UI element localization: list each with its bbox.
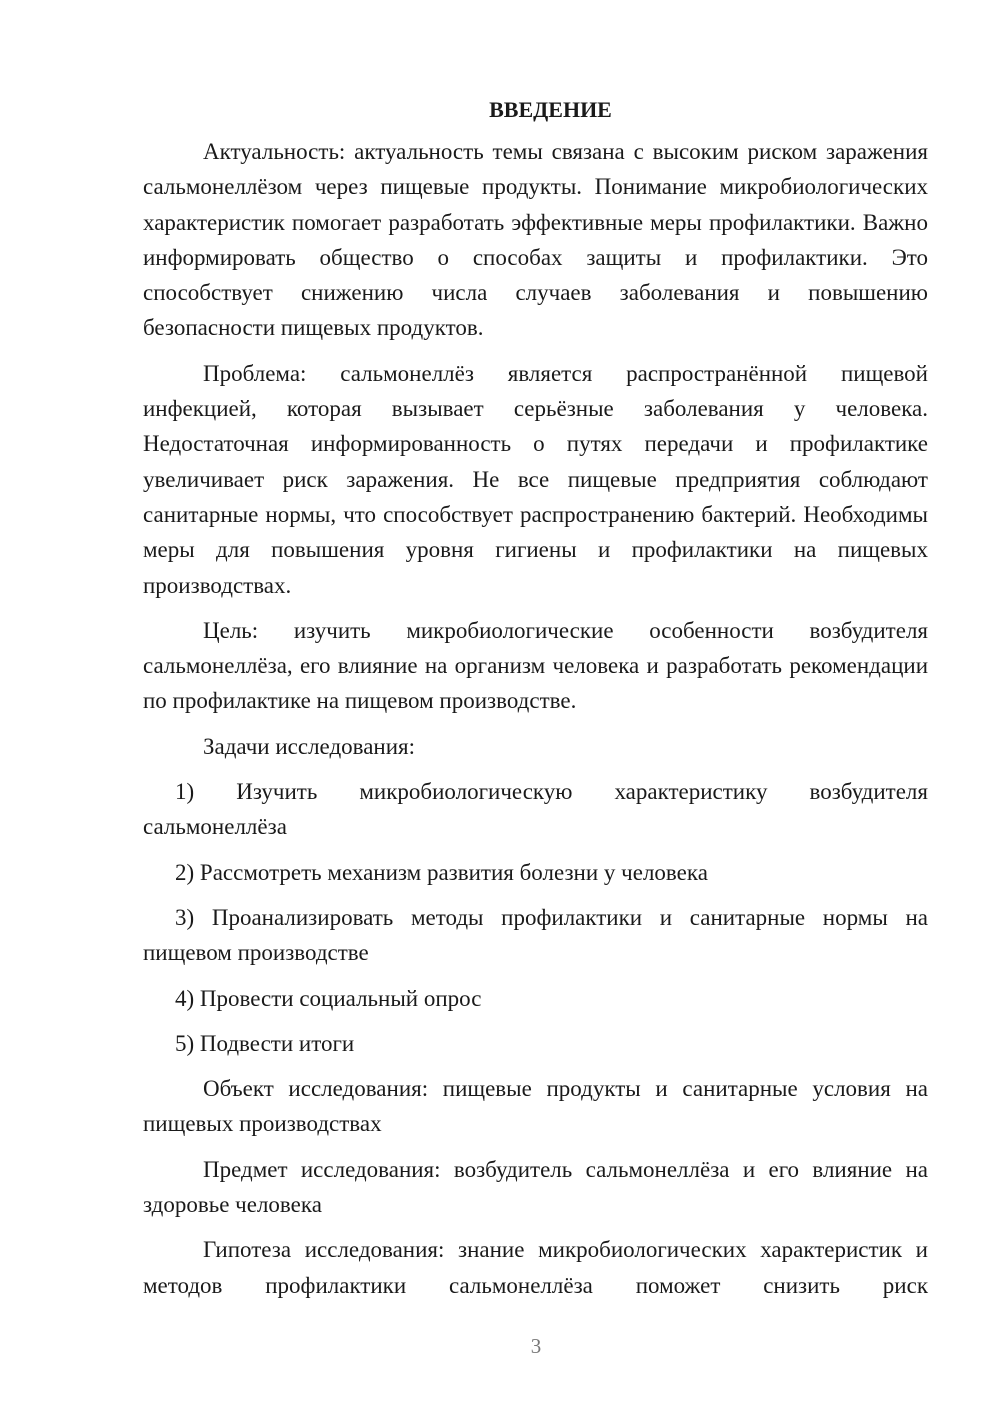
task-item-1: 1) Изучить микробиологическую характеристику возбудителя сальмонеллёза <box>143 779 928 840</box>
task-item-5: 5) Подвести итоги <box>175 1030 355 1056</box>
task-item-4: 4) Провести социальный опрос <box>175 985 482 1011</box>
paragraph-relevance: Актуальность: актуальность темы связана с высоким риском заражения сальмонеллёзом через пищевые продукты. Понимание микробиологических характеристик помогает разработать эффективные меры профилактики. Важно информировать общество о способах защиты и профилактики. Это способствует снижению числа случаев заболевания и повышению безопасности пищевых продуктов. <box>143 139 928 341</box>
paragraph-subject: Предмет исследования: возбудитель сальмонеллёза и его влияние на здоровье человека <box>143 1156 928 1218</box>
section-heading: ВВЕДЕНИЕ <box>489 97 612 122</box>
paragraph-tasks-intro: Задачи исследования: <box>203 733 416 759</box>
paragraph-problem: Проблема: сальмонеллёз является распространённой пищевой инфекцией, которая вызывает серьёзные заболевания у человека. Недостаточная информированность о путях передачи и профилактике увеличивает риск заражения. Не все пищевые предприятия соблюдают санитарные нормы, что способствует распространению бактерий. Необходимы меры для повышения уровня гигиены и профилактики на пищевых производствах. <box>143 360 928 598</box>
task-item-3: 3) Проанализировать методы профилактики и санитарные нормы на пищевом производстве <box>143 904 928 966</box>
paragraph-hypothesis: Гипотеза исследования: знание микробиологических характеристик и методов профилактики сальмонеллёза поможет снизить риск <box>143 1237 928 1298</box>
paragraph-goal: Цель: изучить микробиологические особенности возбудителя сальмонеллёза, его влияние на организм человека и разработать рекомендации по профилактике на пищевом производстве. <box>143 617 928 714</box>
task-item-2: 2) Рассмотреть механизм развития болезни у человека <box>175 859 708 885</box>
paragraph-object: Объект исследования: пищевые продукты и санитарные условия на пищевых производствах <box>143 1076 928 1137</box>
document-page <box>143 94 928 1313</box>
page-number: 3 <box>530 1334 542 1358</box>
